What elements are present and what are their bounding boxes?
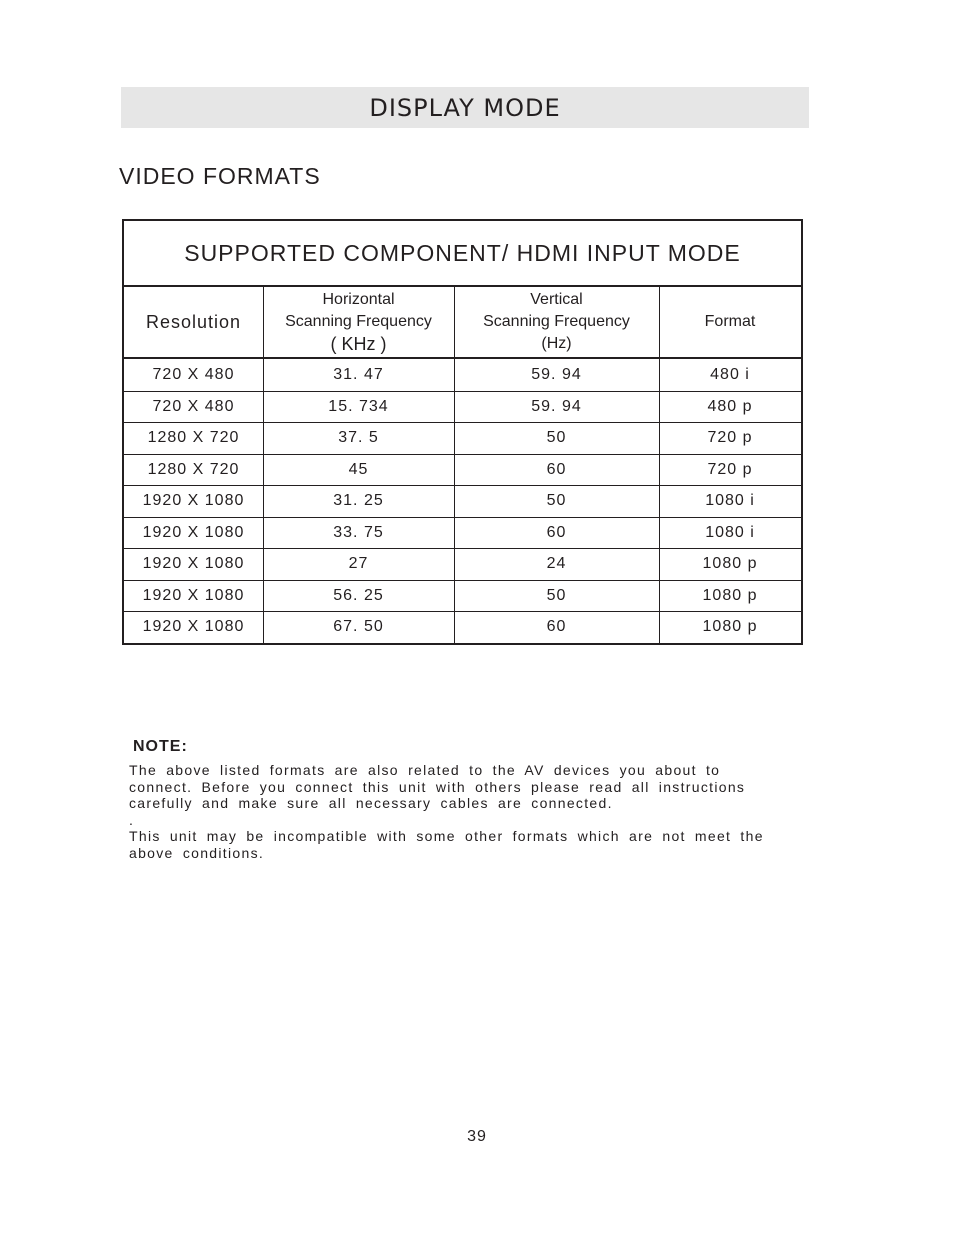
header-horizontal-line2: Scanning Frequency bbox=[285, 313, 432, 330]
header-vertical bbox=[454, 287, 659, 357]
table-row bbox=[124, 454, 801, 486]
cell-vertical: 60 bbox=[546, 460, 567, 478]
cell-format: 480 p bbox=[707, 397, 753, 415]
cell-vertical: 50 bbox=[546, 429, 567, 447]
header-horizontal-line3: ( KHz ) bbox=[330, 334, 387, 354]
section-title: VIDEO FORMATS bbox=[119, 163, 321, 189]
table-row bbox=[124, 391, 801, 423]
cell-format: 1080 i bbox=[705, 492, 755, 510]
cell-horizontal: 45 bbox=[348, 460, 369, 478]
note-paragraph: The above listed formats are also related to the AV devices you about to connect. Before you connect this unit with others please read all instructions carefully and make sure all necessary cables are connected. bbox=[129, 762, 746, 811]
cell-resolution: 1920 X 1080 bbox=[142, 492, 245, 510]
note-heading: NOTE: bbox=[133, 738, 188, 755]
cell-horizontal: 27 bbox=[348, 555, 369, 573]
cell-resolution: 1920 X 1080 bbox=[142, 618, 245, 636]
banner-title: DISPLAY MODE bbox=[369, 93, 561, 122]
cell-vertical: 24 bbox=[546, 555, 567, 573]
cell-format: 1080 p bbox=[702, 555, 758, 573]
video-formats-table bbox=[122, 219, 803, 645]
cell-vertical: 60 bbox=[546, 618, 567, 636]
cell-format: 720 p bbox=[707, 460, 753, 478]
header-resolution: Resolution bbox=[145, 312, 242, 332]
cell-resolution: 1920 X 1080 bbox=[142, 555, 245, 573]
table-row bbox=[124, 422, 801, 454]
page-number: 39 bbox=[467, 1128, 487, 1145]
cell-vertical: 59. 94 bbox=[531, 397, 582, 415]
cell-format: 1080 i bbox=[705, 523, 755, 541]
cell-vertical: 59. 94 bbox=[531, 365, 582, 383]
cell-resolution: 720 X 480 bbox=[152, 397, 235, 415]
table-row bbox=[124, 359, 801, 391]
display-mode-banner bbox=[121, 87, 809, 128]
table-row bbox=[124, 548, 801, 580]
note-paragraph: This unit may be incompatible with some other formats which are not meet the above conditions. bbox=[129, 828, 764, 861]
cell-horizontal: 37. 5 bbox=[338, 429, 379, 447]
header-vertical-line3: (Hz) bbox=[541, 335, 572, 352]
cell-format: 1080 p bbox=[702, 618, 758, 636]
cell-format: 720 p bbox=[707, 429, 753, 447]
header-vertical-line1: Vertical bbox=[530, 291, 583, 308]
cell-horizontal: 33. 75 bbox=[333, 523, 384, 541]
table-header-row bbox=[124, 287, 801, 359]
cell-resolution: 1920 X 1080 bbox=[142, 586, 245, 604]
cell-vertical: 50 bbox=[546, 492, 567, 510]
table-title: SUPPORTED COMPONENT/ HDMI INPUT MODE bbox=[124, 221, 801, 287]
header-horizontal bbox=[263, 287, 454, 357]
cell-format: 480 i bbox=[710, 365, 750, 383]
table-row bbox=[124, 485, 801, 517]
cell-horizontal: 31. 47 bbox=[333, 365, 384, 383]
header-format: Format bbox=[704, 313, 756, 330]
header-vertical-line2: Scanning Frequency bbox=[483, 313, 630, 330]
cell-resolution: 1280 X 720 bbox=[147, 429, 240, 447]
cell-vertical: 60 bbox=[546, 523, 567, 541]
cell-resolution: 720 X 480 bbox=[152, 365, 235, 383]
cell-horizontal: 56. 25 bbox=[333, 586, 384, 604]
cell-resolution: 1280 X 720 bbox=[147, 460, 240, 478]
cell-horizontal: 67. 50 bbox=[333, 618, 384, 636]
cell-resolution: 1920 X 1080 bbox=[142, 523, 245, 541]
cell-format: 1080 p bbox=[702, 586, 758, 604]
note-body bbox=[129, 762, 769, 861]
table-row bbox=[124, 517, 801, 549]
header-horizontal-line1: Horizontal bbox=[322, 291, 395, 308]
cell-vertical: 50 bbox=[546, 586, 567, 604]
cell-horizontal: 31. 25 bbox=[333, 492, 384, 510]
cell-horizontal: 15. 734 bbox=[328, 397, 389, 415]
note-separator: . bbox=[129, 811, 135, 828]
table-row bbox=[124, 580, 801, 612]
table-row bbox=[124, 611, 801, 643]
